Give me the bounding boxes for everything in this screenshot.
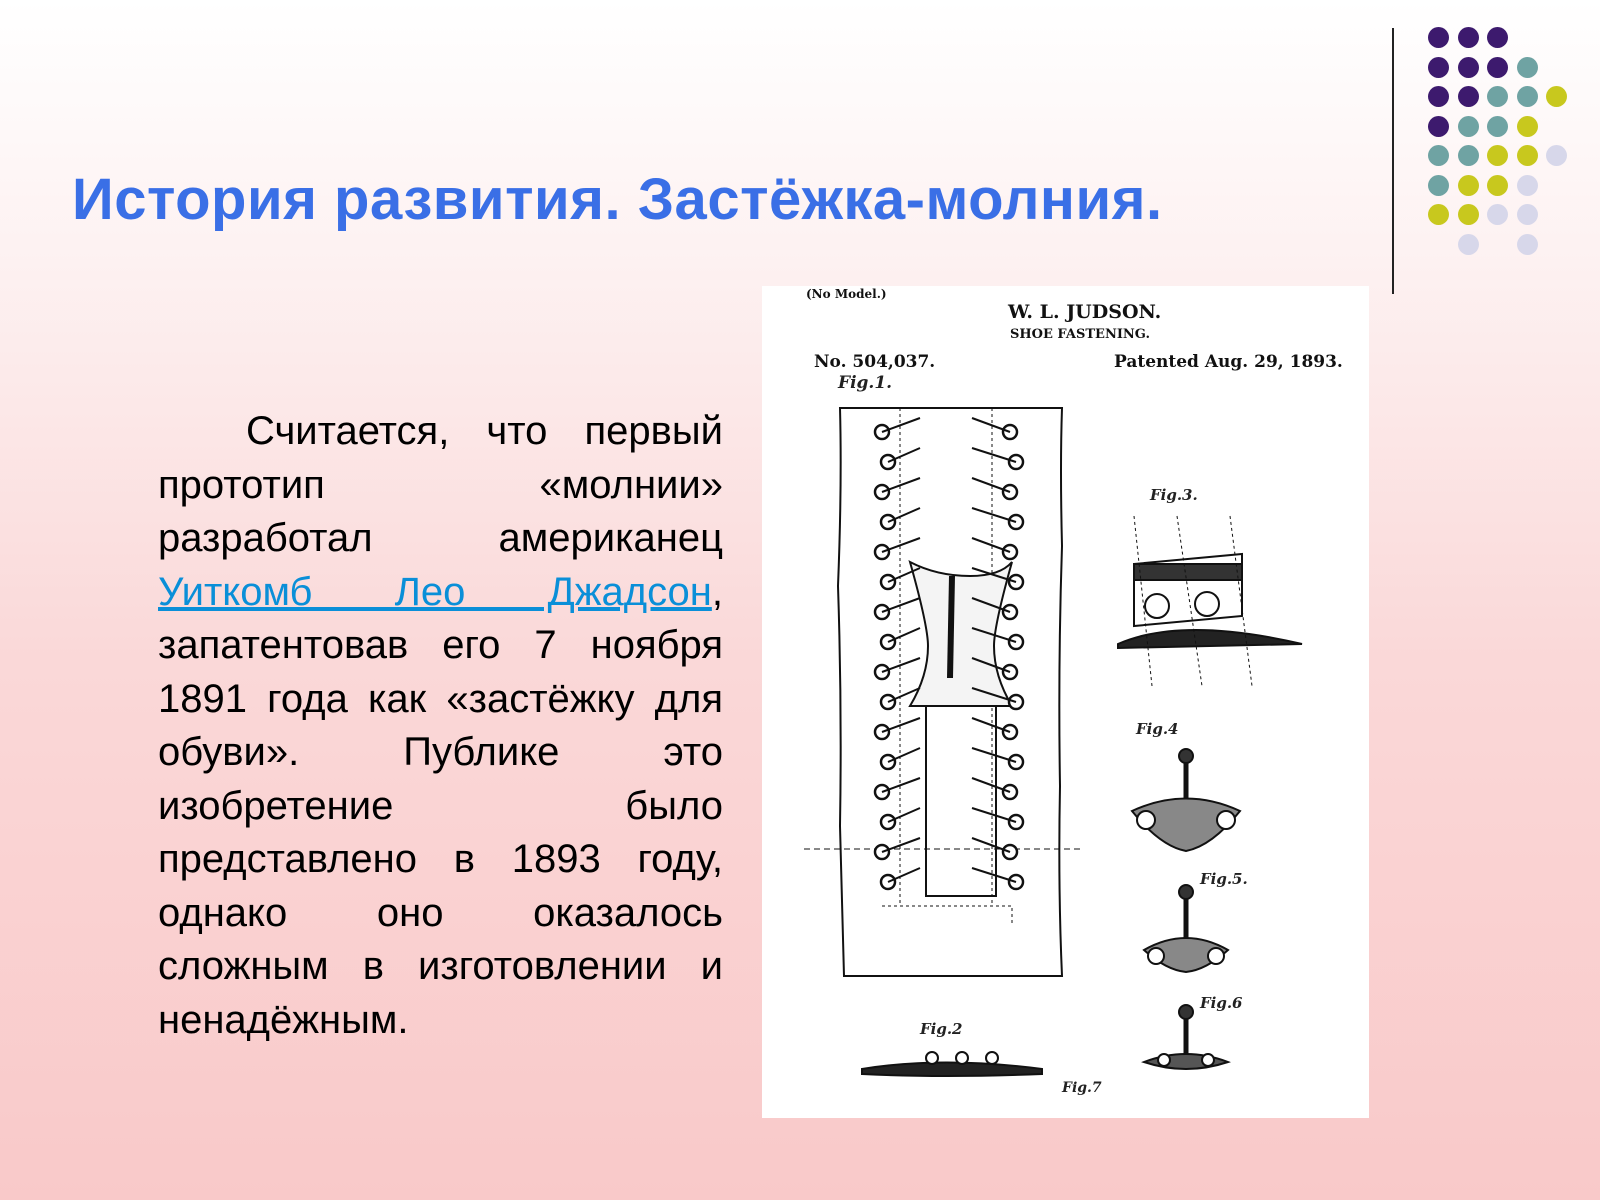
subject-label: SHOE FASTENING. [1010, 327, 1150, 342]
decorative-dot [1458, 86, 1479, 107]
decorative-dot [1517, 145, 1538, 166]
slide-title: История развития. Застёжка-молния. [72, 167, 1163, 232]
decorative-dot [1487, 57, 1508, 78]
fig2-label: Fig.2 [920, 1020, 963, 1038]
fig6-label: Fig.6 [1200, 994, 1243, 1012]
hook-wire [888, 628, 920, 642]
fig2-strip-drawing [862, 1052, 1042, 1076]
decorative-dot [1458, 27, 1479, 48]
hook-wire [882, 478, 920, 492]
decorative-dot [1517, 175, 1538, 196]
decorative-dot [1458, 175, 1479, 196]
patent-date: Patented Aug. 29, 1893. [1114, 352, 1343, 372]
patent-number: No. 504,037. [814, 352, 936, 372]
decorative-dot [1458, 116, 1479, 137]
fig7-label: Fig.7 [1062, 1080, 1102, 1096]
paragraph-text-start: Считается, что первый прототип «молнии» разработал американец [158, 409, 723, 560]
decorative-dot [1517, 86, 1538, 107]
hook-wire [972, 838, 1010, 852]
decorative-dot [1458, 234, 1479, 255]
fig1-label: Fig.1. [838, 373, 893, 393]
fig1-zipper-drawing [804, 408, 1082, 976]
decorative-dot [1428, 116, 1449, 137]
hook-wire [882, 538, 920, 552]
paragraph-text-end: , запатентовав его 7 ноября 1891 года как «застёжку для обуви». Публике это изобретение было представлено в 1893 году, однако оно оказалось сложным в изготовлении и ненадёжным. [158, 569, 723, 1042]
decorative-dot [1487, 27, 1508, 48]
decorative-dot [1428, 204, 1449, 225]
hook-wire [882, 418, 920, 432]
hook-wire [888, 868, 920, 882]
decorative-dot [1428, 145, 1449, 166]
decorative-dot [1428, 86, 1449, 107]
hook-wire [888, 508, 920, 522]
decorative-dot [1428, 175, 1449, 196]
hook-wire [972, 508, 1016, 522]
hook-wire [972, 478, 1010, 492]
decorative-dot [1546, 145, 1567, 166]
hook-wire [888, 448, 920, 462]
hook-wire [882, 838, 920, 852]
decorative-divider [1392, 28, 1394, 294]
hook-wire [882, 598, 920, 612]
decorative-dot [1546, 86, 1567, 107]
hook-wire [972, 418, 1010, 432]
patent-drawing [762, 286, 1369, 1118]
hook-wire [972, 868, 1016, 882]
fig6-hook-drawing [1144, 1005, 1228, 1069]
patent-drawing-svg [762, 286, 1369, 1118]
fig3-slider-drawing [1118, 516, 1302, 686]
decorative-dot [1428, 57, 1449, 78]
hook-wire [972, 778, 1010, 792]
hook-wire [882, 658, 920, 672]
decorative-dot [1428, 27, 1449, 48]
fig5-hook-drawing [1144, 885, 1228, 972]
decorative-dot [1458, 145, 1479, 166]
decorative-dot [1487, 175, 1508, 196]
decorative-dot [1487, 86, 1508, 107]
hook-wire [888, 808, 920, 822]
no-model-label: (No Model.) [806, 287, 887, 301]
hook-wire [972, 718, 1010, 732]
hook-wire [972, 748, 1016, 762]
fig3-label: Fig.3. [1150, 486, 1198, 504]
hook-wire [882, 778, 920, 792]
hook-wire [972, 448, 1016, 462]
decorative-dot [1517, 116, 1538, 137]
decorative-dot [1487, 204, 1508, 225]
hook-wire [972, 538, 1010, 552]
fig4-label: Fig.4 [1136, 720, 1179, 738]
decorative-dot [1458, 204, 1479, 225]
hook-wire [972, 808, 1016, 822]
decorative-dot [1458, 57, 1479, 78]
hook-wire [882, 718, 920, 732]
inventor-label: W. L. JUDSON. [1008, 301, 1162, 323]
fig4-hook-drawing [1132, 749, 1240, 851]
decorative-dot [1517, 57, 1538, 78]
body-paragraph [158, 405, 723, 1047]
hook-wire [888, 748, 920, 762]
decorative-dot [1517, 204, 1538, 225]
decorative-dot [1487, 145, 1508, 166]
decorative-dot [1487, 116, 1508, 137]
judson-link[interactable]: Уиткомб Лео Джадсон [158, 569, 712, 614]
fig5-label: Fig.5. [1200, 870, 1248, 888]
decorative-dot [1517, 234, 1538, 255]
